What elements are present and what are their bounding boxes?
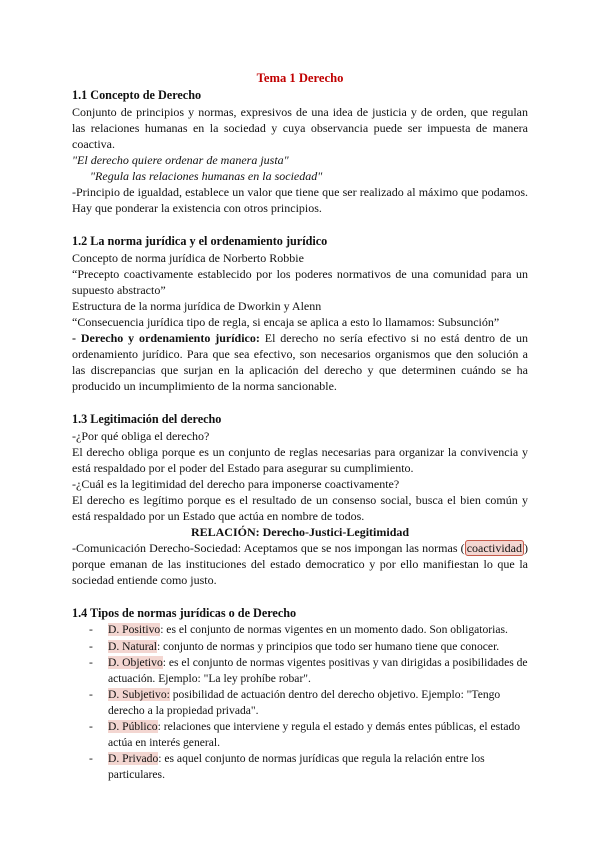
section-heading: 1.2 La norma jurídica y el ordenamiento jurídico: [72, 234, 328, 248]
term-highlight: D. Natural: [108, 639, 157, 653]
term-highlight: D. Objetivo: [108, 656, 163, 669]
list-item: - D. Objetivo: es el conjunto de normas vigentes positivas y van dirigidas a posibilidades de actuación. Ejemplo: "La ley prohíbe robar".: [89, 656, 528, 685]
relation-heading: RELACIÓN: Derecho-Justici-Legitimidad: [190, 525, 410, 539]
paragraph-text: -Comunicación Derecho-Sociedad: Aceptamos que se nos impongan las normas (: [72, 541, 465, 555]
paragraph-text: El derecho no sería efectivo si no está dentro de un ordenamiento jurídico. Para que sea efectivo, son necesarios organismos que den solución a las discrepancias que surjan en la aplicación del derecho y que determinen cuándo se ha producido un incumplimiento de la norma sancionable.: [72, 331, 529, 393]
list-item-text: : es el conjunto de normas vigentes en un momento dado. Son obligatorias.: [160, 623, 508, 636]
quote: "El derecho quiere ordenar de manera justa": [72, 153, 289, 167]
term-highlight: D. Privado: [108, 752, 159, 765]
paragraph: [72, 330, 528, 394]
list-item: - D. Privado: es aquel conjunto de normas jurídicas que regula la relación entre los particulares.: [89, 752, 485, 781]
term-highlight: D. Positivo: [108, 623, 161, 636]
paragraph: Concepto de norma jurídica de Norberto Robbie: [72, 251, 304, 265]
question: -¿Por qué obliga el derecho?: [72, 429, 210, 443]
section-heading: 1.4 Tipos de normas jurídicas o de Derecho: [72, 606, 297, 620]
list-item: - D. Natural: conjunto de normas y principios que todo ser humano tiene que conocer.: [89, 639, 500, 653]
list-item: - D. Subjetivo: posibilidad de actuación dentro del derecho objetivo. Ejemplo: "Tengo derecho a la propiedad privada".: [89, 688, 501, 717]
term-highlight: D. Subjetivo:: [108, 688, 170, 701]
paragraph: Estructura de la norma jurídica de Dworkin y Alenn: [72, 299, 322, 313]
highlight: coactividad: [466, 541, 522, 555]
term-highlight: D. Público: [108, 720, 158, 733]
norm-types-list: [72, 622, 528, 782]
paragraph: “Consecuencia jurídica tipo de regla, si encaja se aplica a esto lo llamamos: Subsunción”: [72, 315, 500, 329]
bold-lead: - Derecho y ordenamiento jurídico:: [72, 331, 260, 345]
list-item-text: : es el conjunto de normas vigentes positivas y van dirigidas a posibilidades de actuación. Ejemplo: "La ley prohíbe robar".: [108, 656, 528, 685]
document-page: [72, 70, 528, 783]
list-item-text: posibilidad de actuación dentro del derecho objetivo. Ejemplo: "Tengo derecho a la propiedad privada".: [108, 688, 501, 717]
section-heading: 1.1 Concepto de Derecho: [72, 88, 202, 102]
quote: "Regula las relaciones humanas en la sociedad": [90, 169, 323, 183]
list-item-text: : relaciones que interviene y regula el estado y demás entes públicas, el estado actúa en interés general.: [108, 720, 521, 749]
section-heading: 1.3 Legitimación del derecho: [72, 412, 222, 426]
list-item-text: : es aquel conjunto de normas jurídicas que regula la relación entre los particulares.: [108, 752, 485, 781]
paragraph: [72, 540, 528, 588]
paragraph: “Precepto coactivamente establecido por los poderes normativos de una comunidad para un supuesto abstracto”: [72, 267, 528, 297]
list-item: - D. Positivo: es el conjunto de normas vigentes en un momento dado. Son obligatorias.: [89, 623, 508, 636]
list-item: - D. Público: relaciones que interviene y regula el estado y demás entes públicas, el estado actúa en interés general.: [89, 720, 521, 749]
document-title: Tema 1 Derecho: [256, 71, 344, 85]
list-item-text: : conjunto de normas y principios que todo ser humano tiene que conocer.: [156, 639, 500, 653]
paragraph: -Principio de igualdad, establece un valor que tiene que ser realizado al máximo que podamos. Hay que ponderar la existencia con otros principios.: [72, 185, 528, 215]
paragraph-text: ) porque emanan de las instituciones del estado democratico y por ello manifiestan lo que la sociedad entiende como justo.: [72, 541, 528, 587]
paragraph: Conjunto de principios y normas, expresivos de una idea de justicia y de orden, que regulan las relaciones humanas en la sociedad y cuya observancia puede ser impuesta de manera coactiva.: [72, 105, 528, 151]
question: -¿Cuál es la legitimidad del derecho para imponerse coactivamente?: [72, 477, 400, 491]
paragraph: El derecho obliga porque es un conjunto de reglas necesarias para organizar la convivencia y está respaldado por el poder del Estado para asegurar su cumplimiento.: [72, 445, 528, 475]
paragraph: El derecho es legítimo porque es el resultado de un consenso social, busca el bien común y está respaldado por un Estado que actúa en nombre de todos.: [72, 493, 528, 523]
